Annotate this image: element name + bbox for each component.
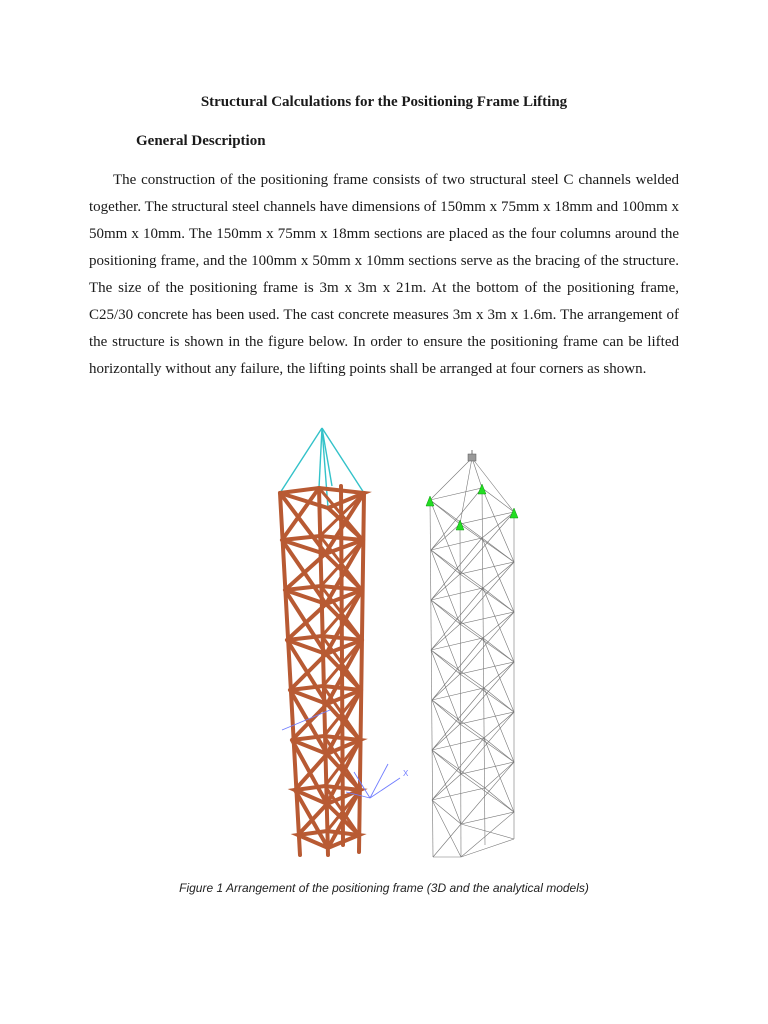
lifting-hook-icon xyxy=(468,450,476,461)
document-title: Structural Calculations for the Positioning Frame Lifting xyxy=(200,94,568,110)
support-icon xyxy=(478,484,486,494)
section-heading: General Description xyxy=(136,133,266,149)
analytical-model xyxy=(430,458,514,857)
steel-members xyxy=(280,486,364,855)
frame-models-drawing xyxy=(270,420,530,865)
axis-x-label: X xyxy=(403,769,409,778)
frame-figure xyxy=(270,420,530,865)
figure-caption: Figure 1 Arrangement of the positioning frame (3D and the analytical models) xyxy=(179,881,589,895)
3d-model xyxy=(280,428,409,855)
support-icon xyxy=(510,508,518,518)
body-paragraph: The construction of the positioning frame consists of two structural steel C channels welded together. The structural steel channels have dimensions of 150mm x 75mm x 18mm and 100mm x 50mm x 10mm. The 150mm x 75mm x 18mm sections are placed as the four columns around the positioning frame, and the 100mm x 50mm x 10mm sections serve as the bracing of the structure. The size of the positioning frame is 3m x 3m x 21m. At the bottom of the positioning frame, C25/30 concrete has been used. The cast concrete measures 3m x 3m x 1.6m. The arrangement of the structure is shown in the figure below. In order to ensure the positioning frame can be lifted horizontally without any failure, the lifting points shall be arranged at four corners as shown. xyxy=(89,172,679,377)
